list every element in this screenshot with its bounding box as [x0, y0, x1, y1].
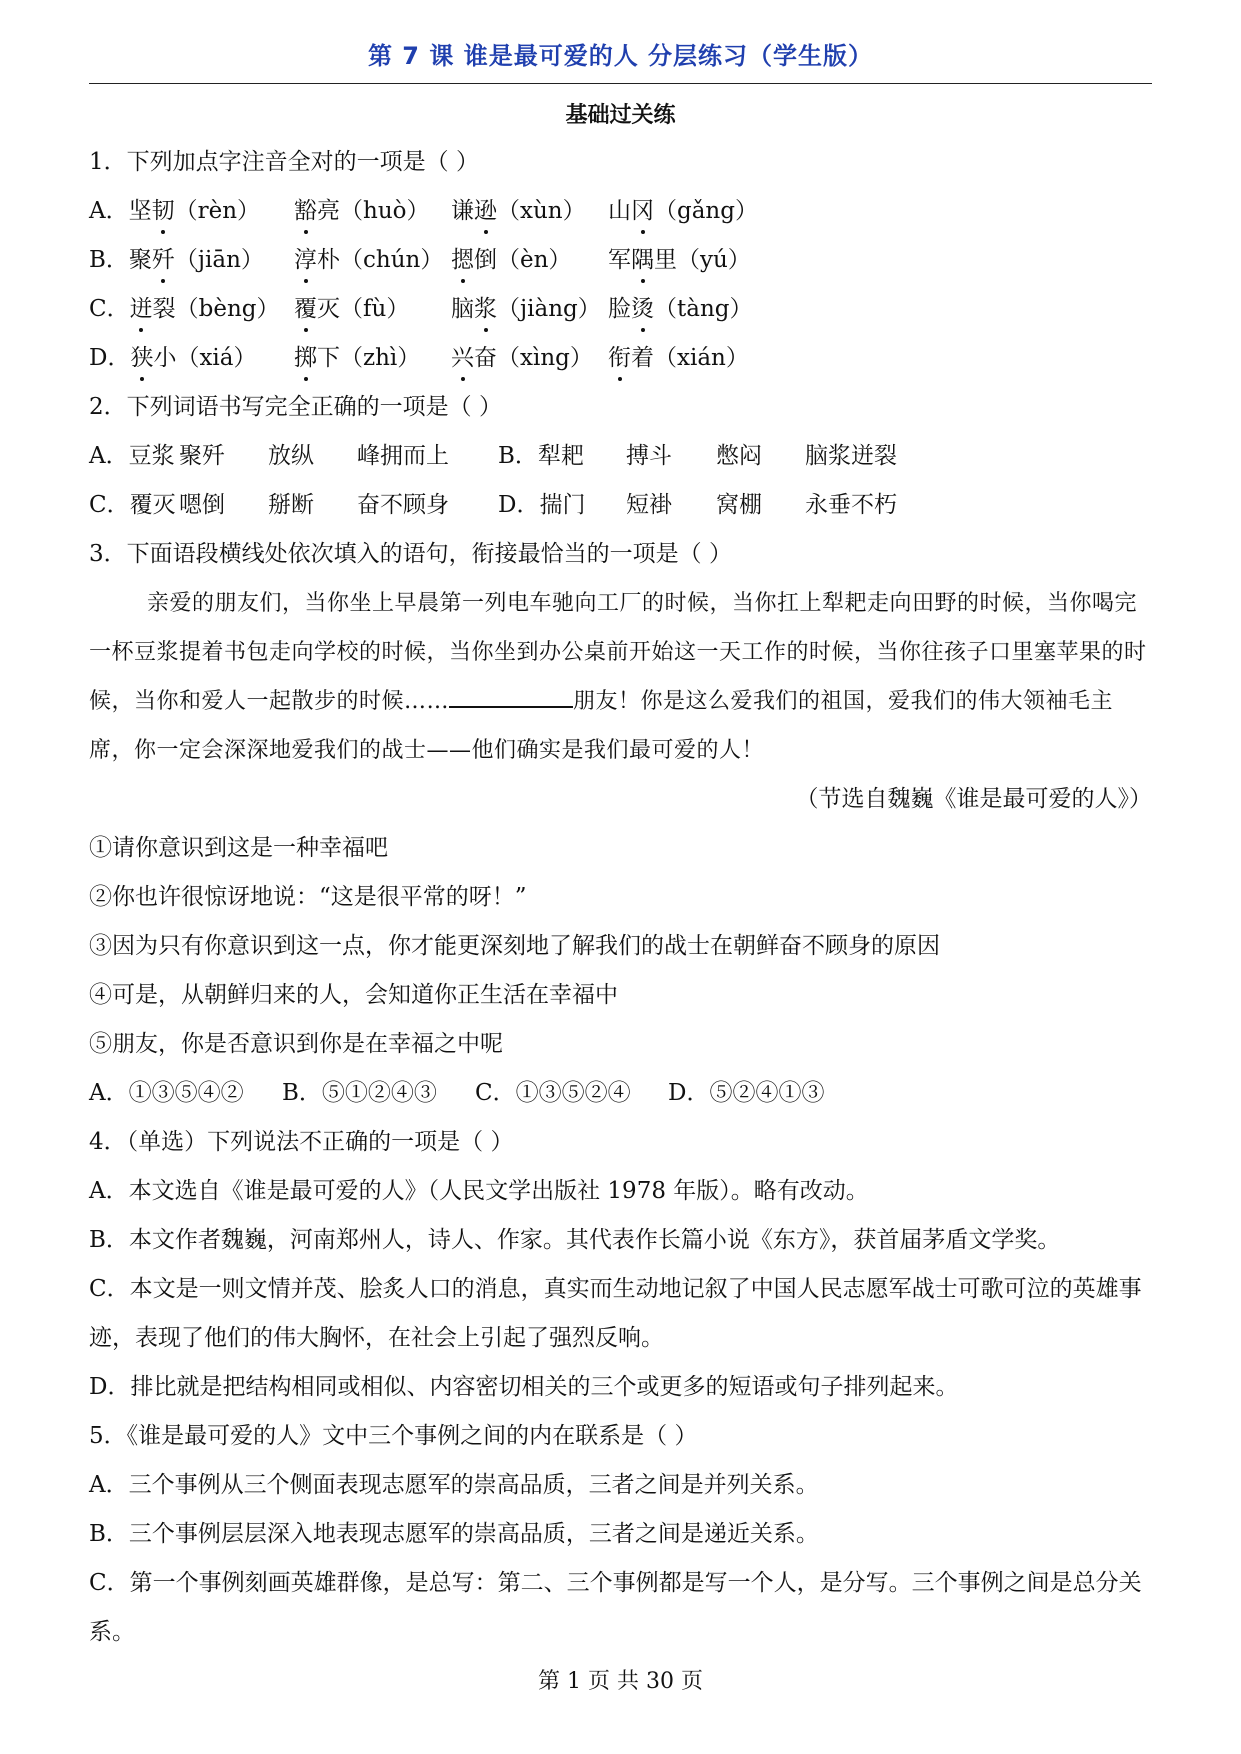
q1-word-item	[608, 236, 765, 285]
dotted-character: 迸	[130, 285, 153, 334]
word-text: 坚	[128, 198, 152, 224]
word-text: 脸	[608, 296, 631, 322]
q1-word-item	[451, 187, 608, 236]
q2-options	[89, 432, 1152, 530]
q3-passage-before: 亲爱的朋友们，当你坐上早晨第一列电车驰向工厂的时候，当你扛上犁耙走向田野的时候，当你喝完一杯豆浆提着书包走向学校的时候，当你坐到办公桌前开始这一天工作的时候，当你往孩子口里塞苹果的时候，当你和爱人一起散步的时候……	[89, 591, 1147, 714]
q1-word-item	[89, 187, 294, 236]
q1-stem: 1．下列加点字注音全对的一项是（ ）	[89, 149, 479, 175]
option-letter: B．	[89, 247, 129, 273]
word-text: 倒	[474, 247, 497, 273]
q1-word-item	[89, 334, 294, 383]
q2-word: 聚歼	[179, 443, 225, 469]
word-text: 裂	[152, 296, 176, 322]
q3-stem: 3．下面语段横线处依次填入的语句，衔接最恰当的一项是（ ）	[89, 541, 732, 567]
word-text: 下	[317, 345, 340, 371]
q3-sentence-item: ④可是，从朝鲜归来的人，会知道你正生活在幸福中	[89, 982, 618, 1008]
pinyin: （èn）	[497, 247, 572, 273]
word-text: 山	[608, 198, 631, 224]
word-text: 奋	[474, 345, 497, 371]
q1-option-row	[89, 285, 1152, 334]
pinyin: （jiān）	[174, 247, 264, 273]
q2-word: C．覆灭	[89, 492, 176, 518]
q3-passage-after: 朋友！你是这么爱我们的祖国，爱我们的伟大领袖毛主席，你一定会深深地爱我们的战士——他们确实是我们最可爱的人！	[89, 689, 1114, 763]
word-text: 着	[631, 345, 654, 371]
dotted-character: 隅	[631, 236, 654, 285]
dotted-character: 狭	[130, 334, 153, 383]
q3-option: A．①③⑤④②	[89, 1080, 244, 1106]
dotted-character: 覆	[294, 285, 317, 334]
dotted-character: 韧	[152, 187, 175, 236]
q2-word: 嗯倒	[179, 492, 225, 518]
q2-word: 憋闷	[716, 443, 762, 469]
q1-option-row	[89, 236, 1152, 285]
word-text: 谦	[451, 198, 474, 224]
q1-option-row	[89, 334, 1152, 383]
q3-sentence-item: ⑤朋友，你是否意识到你是在幸福之中呢	[89, 1031, 503, 1057]
q5-options	[89, 1461, 1152, 1657]
q1-word-item	[451, 334, 608, 383]
word-text: 朴	[317, 247, 340, 273]
option-letter: A．	[89, 198, 129, 224]
word-text: 小	[153, 345, 177, 371]
q2-word: 放纵	[268, 443, 314, 469]
dotted-character: 烫	[631, 285, 654, 334]
q1-word-item	[608, 334, 765, 383]
dotted-character: 逊	[474, 187, 497, 236]
pinyin: （zhì）	[340, 345, 421, 371]
dotted-character: 冈	[631, 187, 654, 236]
q2-word: B．犁耙	[498, 443, 584, 469]
q3-sentence-list	[89, 824, 1152, 1069]
q1-word-item	[89, 236, 294, 285]
q2-word: D．揣门	[498, 492, 586, 518]
pinyin: （chún）	[340, 247, 444, 273]
word-text: 里	[654, 247, 677, 273]
q1-word-item	[294, 236, 451, 285]
q3-sentence-item: ③因为只有你意识到这一点，你才能更深刻地了解我们的战士在朝鲜奋不顾身的原因	[89, 933, 940, 959]
q1-options	[89, 187, 1152, 383]
pinyin: （gǎng）	[654, 198, 758, 224]
q3-option: B．⑤①②④③	[282, 1080, 437, 1106]
pinyin: （huò）	[340, 198, 430, 224]
q2-word: A．豆浆	[89, 443, 175, 469]
q4-options	[89, 1167, 1152, 1412]
dotted-character: 浆	[474, 285, 497, 334]
q3-passage	[89, 579, 1152, 775]
pinyin: （xiá）	[176, 345, 257, 371]
q5-option: A．三个事例从三个侧面表现志愿军的崇高品质，三者之间是并列关系。	[89, 1472, 819, 1498]
exercise-content	[89, 138, 1152, 1657]
pinyin: （rèn）	[174, 198, 261, 224]
q1-word-item	[294, 285, 451, 334]
q3-option: C．①③⑤②④	[475, 1080, 631, 1106]
pinyin: （yú）	[677, 247, 751, 273]
q3-option: D．⑤②④①③	[668, 1080, 825, 1106]
q4-option: A．本文选自《谁是最可爱的人》（人民文学出版社 1978 年版）。略有改动。	[89, 1178, 869, 1204]
option-letter: D．	[89, 345, 131, 371]
q5-option: C．第一个事例刻画英雄群像，是总写：第二、三个事例都是写一个人，是分写。三个事例之间是总分关系。	[89, 1570, 1142, 1645]
header-divider	[89, 83, 1152, 84]
dotted-character: 兴	[451, 334, 474, 383]
word-text: 灭	[317, 296, 340, 322]
q3-source: （节选自魏巍《谁是最可爱的人》）	[795, 786, 1152, 812]
q4-option: D．排比就是把结构相同或相似、内容密切相关的三个或更多的短语或句子排列起来。	[89, 1374, 959, 1400]
pinyin: （bèng）	[175, 296, 280, 322]
dotted-character: 衔	[608, 334, 631, 383]
q2-word: 永垂不朽	[805, 492, 897, 518]
pinyin: （tàng）	[654, 296, 753, 322]
word-text: 军	[608, 247, 631, 273]
pinyin: （fù）	[340, 296, 410, 322]
q1-word-item	[294, 334, 451, 383]
pinyin: （xùn）	[497, 198, 586, 224]
q1-option-row	[89, 187, 1152, 236]
page-number: 第 1 页 共 30 页	[538, 1669, 703, 1694]
q2-word: 搏斗	[626, 443, 672, 469]
q1-word-item	[608, 187, 765, 236]
pinyin: （jiàng）	[497, 296, 601, 322]
q3-options	[89, 1069, 1152, 1118]
q2-stem: 2．下列词语书写完全正确的一项是（ ）	[89, 394, 502, 420]
pinyin: （xián）	[654, 345, 749, 371]
q2-word: 脑浆迸裂	[805, 443, 897, 469]
q3-sentence-item: ①请你意识到这是一种幸福吧	[89, 835, 388, 861]
q1-word-item	[451, 236, 608, 285]
word-text: 脑	[451, 296, 474, 322]
q1-word-item	[608, 285, 765, 334]
q1-word-item	[451, 285, 608, 334]
word-text: 亮	[317, 198, 340, 224]
q4-option: B．本文作者魏巍，河南郑州人，诗人、作家。其代表作长篇小说《东方》，获首届茅盾文学奖。	[89, 1227, 1061, 1253]
dotted-character: 淳	[294, 236, 317, 285]
q2-word: 掰断	[268, 492, 314, 518]
dotted-character: 豁	[294, 187, 317, 236]
option-letter: C．	[89, 296, 130, 322]
dotted-character: 掷	[294, 334, 317, 383]
q2-option-row	[89, 432, 1152, 481]
q2-word: 峰拥而上	[357, 443, 449, 469]
dotted-character: 歼	[152, 236, 175, 285]
q3-fill-blank	[449, 680, 573, 708]
pinyin: （xìng）	[497, 345, 593, 371]
q4-stem: 4．（单选）下列说法不正确的一项是（ ）	[89, 1129, 514, 1155]
q5-stem: 5．《谁是最可爱的人》文中三个事例之间的内在联系是（ ）	[89, 1423, 698, 1449]
q2-option-row	[89, 481, 1152, 530]
q4-option: C．本文是一则文情并茂、脍炙人口的消息，真实而生动地记叙了中国人民志愿军战士可歌可泣的英雄事迹，表现了他们的伟大胸怀，在社会上引起了强烈反响。	[89, 1276, 1142, 1351]
q3-sentence-item: ②你也许很惊讶地说：“这是很平常的呀！”	[89, 884, 527, 910]
q1-word-item	[89, 285, 294, 334]
document-title: 第 7 课 谁是最可爱的人 分层练习（学生版）	[367, 42, 874, 70]
q2-word: 奋不顾身	[357, 492, 449, 518]
q5-option: B．三个事例层层深入地表现志愿军的崇高品质，三者之间是递近关系。	[89, 1521, 819, 1547]
dotted-character: 摁	[451, 236, 474, 285]
q2-word: 短褂	[626, 492, 672, 518]
word-text: 聚	[128, 247, 152, 273]
section-title: 基础过关练	[565, 103, 676, 128]
q1-word-item	[294, 187, 451, 236]
q2-word: 窝棚	[716, 492, 762, 518]
